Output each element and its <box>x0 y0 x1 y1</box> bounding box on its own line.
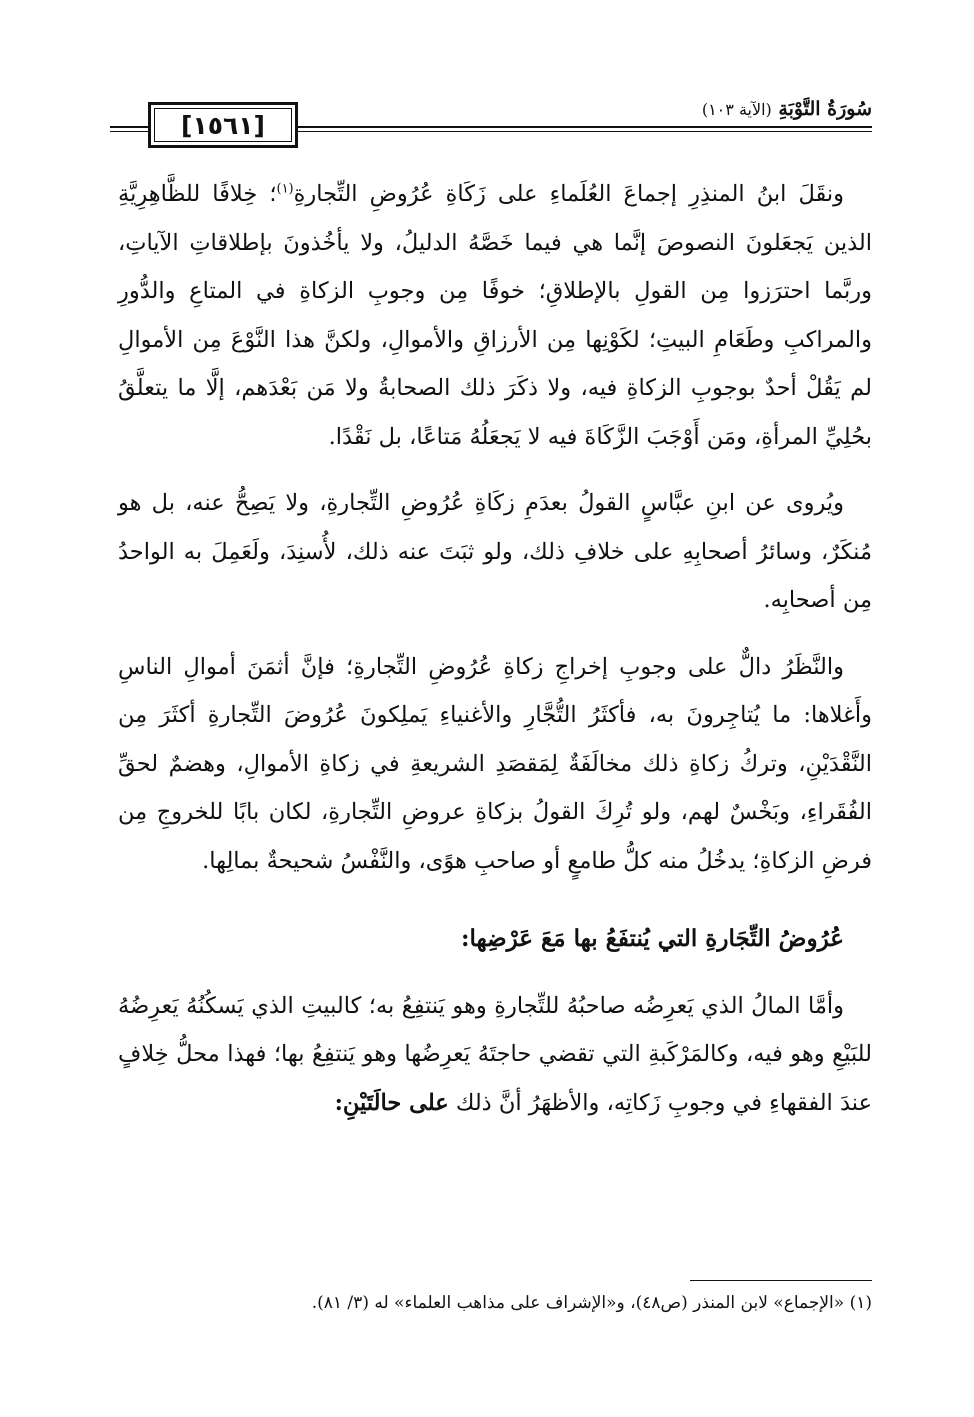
footnote-marker[interactable]: (١) <box>276 181 294 197</box>
paragraph-3: والنَّظَرُ دالٌّ على وجوبِ إخراجِ زكاةِ عُرُوضِ التِّجارةِ؛ فإنَّ أثمَنَ أموالِ الناسِ وأَغلاها: ما يُتاجِرونَ به، فأكثَرُ التُّجَّارِ والأغنياءِ يَملِكونَ عُرُوضَ التِّجارةِ أكثَرَ مِن النَّقْدَيْنِ، وتركُ زكاةِ ذلك مخالَفَةٌ لِمَقصَدِ الشريعةِ في زكاةِ الأموالِ، وهضمٌ لحقِّ الفُقَراءِ، وبَخْسٌ لهم، ولو تُرِكَ القولُ بزكاةِ عروضِ التِّجارةِ، لكان بابًا للخروجِ مِن فرضِ الزكاةِ؛ يدخُلُ منه كلُّ طامعٍ أو صاحبِ هوًى، والنَّفْسُ شحيحةٌ بمالِها. <box>118 653 872 874</box>
paragraph-1-start: ونقَلَ ابنُ المنذِرِ إجماعَ العُلَماءِ على زَكَاةِ عُرُوضِ التِّجارةِ <box>293 181 844 207</box>
verse-reference: (الآية ١٠٣) <box>701 100 772 119</box>
surah-title: سُورَةُ التَّوْبَةِ <box>778 98 872 120</box>
footnote: (١) «الإجماع» لابن المنذر (ص٤٨)، و«الإشراف على مذاهب العلماء» له (٣/ ٨١). <box>311 1293 872 1313</box>
running-head <box>694 98 872 120</box>
page-number: [١٥٦١] <box>181 110 265 140</box>
section-heading: عُرُوضُ التِّجَارةِ التي يُنتفَعُ بها مَعَ عَرْضِها: <box>460 925 844 952</box>
paragraph-2: ويُروى عن ابنِ عبَّاسٍ القولُ بعدَمِ زكَاةِ عُرُوضِ التِّجارةِ، ولا يَصِحُّ عنه، بل هو مُنكَرٌ، وسائرُ أصحابِهِ على خلافِ ذلك، ولو ثبَتَ عنه ذلك، لأُسنِدَ، ولَعَمِلَ به الواحدُ مِن أصحابِه. <box>118 490 872 613</box>
paragraph-4 <box>118 982 872 1128</box>
paragraph-4-text: وأمَّا المالُ الذي يَعرِضُه صاحبُهُ للتِّجارةِ وهو يَنتفِعُ به؛ كالبيتِ الذي يَسكُنُهُ يَعرِضُهُ للبَيْعِ وهو فيه، وكالمَرْكَبةِ التي تقضي حاجتَهُ يَعرِضُها وهو يَنتفِعُ بها؛ فهذا محلُّ خِلافٍ عندَ الفقهاءِ في وجوبِ زَكاتِه، والأظهَرُ أنَّ ذلك <box>118 992 872 1116</box>
header-rule-left <box>110 126 148 132</box>
paragraph-1-rest: ؛ خِلافًا للظَّاهِرِيَّةِ الذين يَجعَلونَ النصوصَ إنَّما هي فيما خَصَّهُ الدليلُ، ولا يأخُذونَ بإطلاقاتِ الآياتِ، وربَّما احترَزوا مِن القولِ بالإطلاقِ؛ خوفًا مِن وجوبِ الزكاةِ في المتاعِ والدُّورِ والمراكبِ وطَعَامِ البيتِ؛ لكَوْنِها مِن الأرزاقِ والأموالِ، ولكنَّ هذا النَّوْعَ مِن الأموالِ لم يَقُلْ أحدٌ بوجوبِ الزكاةِ فيه، ولا ذكَرَ ذلك الصحابةُ ولا مَن بَعْدَهم، إلَّا ما يتعلَّقُ بحُلِيِّ المرأةِ، ومَن أَوْجَبَ الزَّكَاةَ فيه لا يَجعَلُهُ مَتاعًا، بل نَقْدًا. <box>118 181 872 450</box>
page-number-frame <box>148 102 298 148</box>
paragraph-1 <box>118 170 872 461</box>
paragraph-4-bold: على حالَتَيْنِ: <box>334 1089 449 1116</box>
main-text <box>118 170 872 1127</box>
footnote-divider <box>690 1280 872 1281</box>
header-rule-right <box>298 126 872 132</box>
page-header <box>110 98 872 162</box>
